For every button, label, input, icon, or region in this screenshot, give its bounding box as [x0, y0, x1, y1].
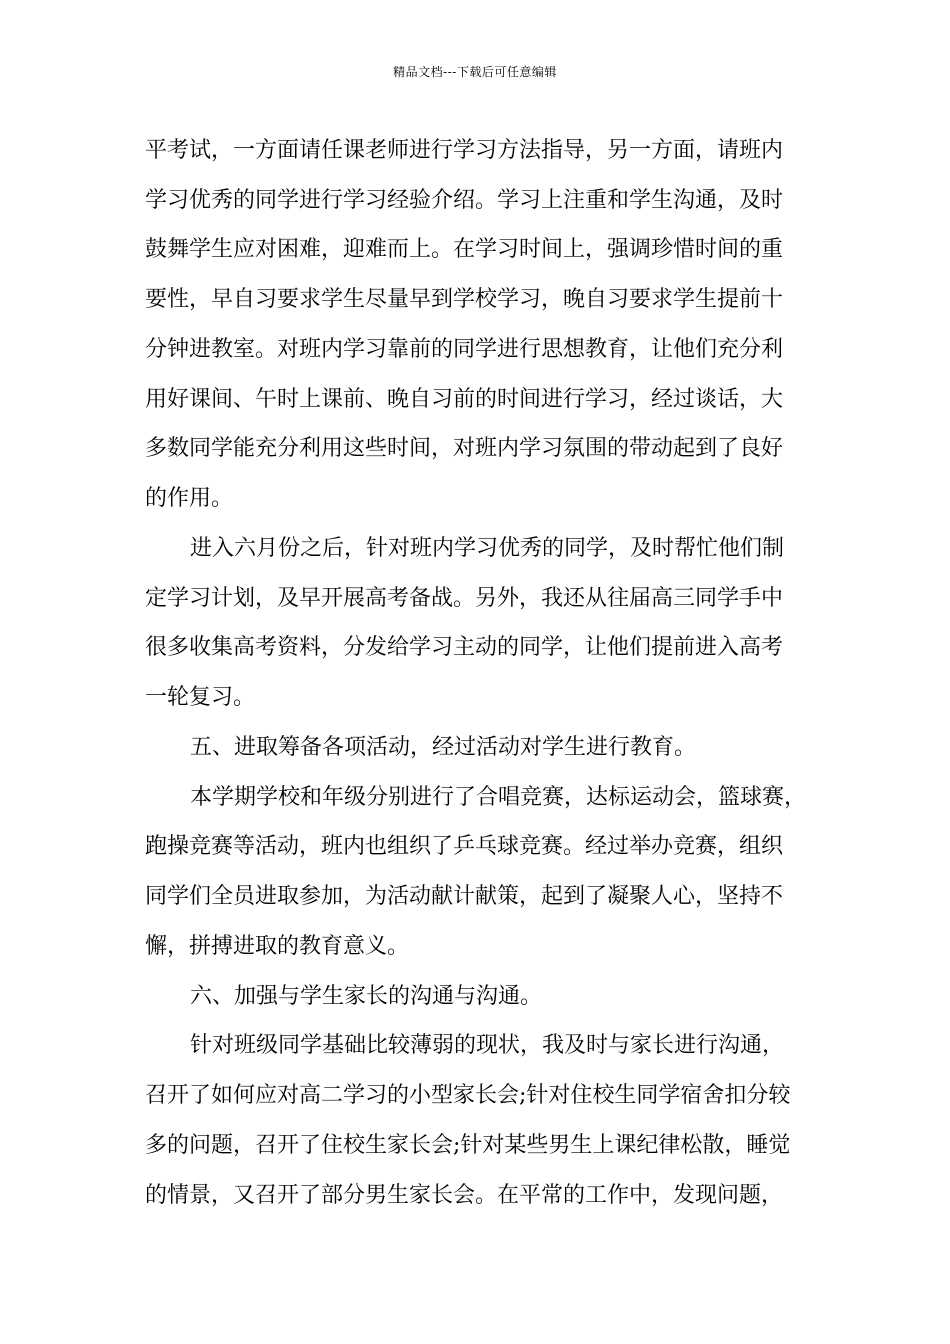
body-line: 平考试，一方面请任课老师进行学习方法指导，另一方面，请班内: [145, 138, 784, 163]
body-line: 的情景，又召开了部分男生家长会。在平常的工作中，发现问题，: [145, 1183, 784, 1208]
paragraph-first-line: 本学期学校和年级分别进行了合唱竞赛，达标运动会，篮球赛，: [190, 785, 807, 810]
body-line: 懈，拼搏进取的教育意义。: [145, 934, 410, 959]
body-line: 召开了如何应对高二学习的小型家长会;针对住校生同学宿舍扣分较: [145, 1083, 791, 1108]
section-heading-5: 五、进取筹备各项活动，经过活动对学生进行教育。: [190, 735, 697, 760]
body-line: 多的问题，召开了住校生家长会;针对某些男生上课纪律松散，睡觉: [145, 1133, 791, 1158]
body-line: 学习优秀的同学进行学习经验介绍。学习上注重和学生沟通，及时: [145, 188, 784, 213]
body-line: 鼓舞学生应对困难，迎难而上。在学习时间上，强调珍惜时间的重: [145, 237, 784, 262]
body-line: 要性，早自习要求学生尽量早到学校学习，晚自习要求学生提前十: [145, 287, 784, 312]
body-line: 跑操竞赛等活动，班内也组织了乒乓球竞赛。经过举办竞赛，组织: [145, 834, 784, 859]
paragraph-first-line: 针对班级同学基础比较薄弱的现状，我及时与家长进行沟通，: [190, 1033, 785, 1058]
body-line: 多数同学能充分利用这些时间，对班内学习氛围的带动起到了良好: [145, 436, 784, 461]
body-line: 一轮复习。: [145, 685, 256, 710]
body-line: 的作用。: [145, 486, 234, 511]
body-line: 很多收集高考资料，分发给学习主动的同学，让他们提前进入高考: [145, 635, 784, 660]
body-line: 用好课间、午时上课前、晚自习前的时间进行学习，经过谈话，大: [145, 387, 784, 412]
body-line: 分钟进教室。对班内学习靠前的同学进行思想教育，让他们充分利: [145, 337, 784, 362]
body-line: 定学习计划，及早开展高考备战。另外，我还从往届高三同学手中: [145, 586, 784, 611]
section-heading-6: 六、加强与学生家长的沟通与沟通。: [190, 984, 543, 1009]
page-header: 精品文档---下载后可任意编辑: [393, 65, 557, 79]
paragraph-first-line: 进入六月份之后，针对班内学习优秀的同学，及时帮忙他们制: [190, 536, 785, 561]
body-line: 同学们全员进取参加，为活动献计献策，起到了凝聚人心，坚持不: [145, 884, 784, 909]
